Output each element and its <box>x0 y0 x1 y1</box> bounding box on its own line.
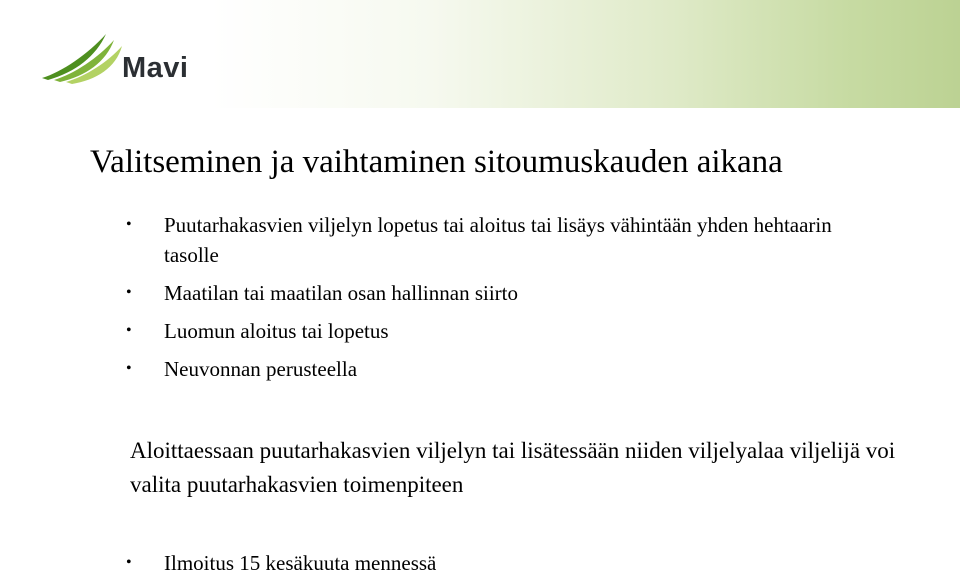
bullet-dot: • <box>126 322 132 339</box>
bullet-text: Ilmoitus 15 kesäkuuta mennessä <box>164 551 437 575</box>
bullet-text: Puutarhakasvien viljelyn lopetus tai aloitus tai lisäys vähintään yhden hehtaarin tasolle <box>164 213 832 267</box>
mavi-logo <box>40 32 200 88</box>
note-paragraph: Aloittaessaan puutarhakasvien viljelyn tai lisätessään niiden viljelyalaa viljelijä voi valita puutarhakasvien toimenpiteen <box>130 438 896 497</box>
logo-text: Mavi <box>122 52 189 84</box>
slide-title: Valitseminen ja vaihtaminen sitoumuskauden aikana <box>90 144 783 180</box>
list-item <box>126 316 886 346</box>
bullet-dot: • <box>126 216 132 233</box>
bullet-dot: • <box>126 554 132 571</box>
list-item <box>126 278 886 308</box>
bullet-text: Luomun aloitus tai lopetus <box>164 319 389 343</box>
mavi-leaf-logo-icon <box>40 32 124 88</box>
list-item <box>126 354 886 384</box>
bullet-text: Maatilan tai maatilan osan hallinnan siirto <box>164 281 518 305</box>
bullet-dot: • <box>126 360 132 377</box>
bottom-bullet-list <box>126 548 886 575</box>
bullet-text: Neuvonnan perusteella <box>164 357 358 381</box>
bullet-list <box>126 210 886 392</box>
list-item <box>126 548 886 575</box>
bullet-dot: • <box>126 284 132 301</box>
list-item <box>126 210 886 270</box>
